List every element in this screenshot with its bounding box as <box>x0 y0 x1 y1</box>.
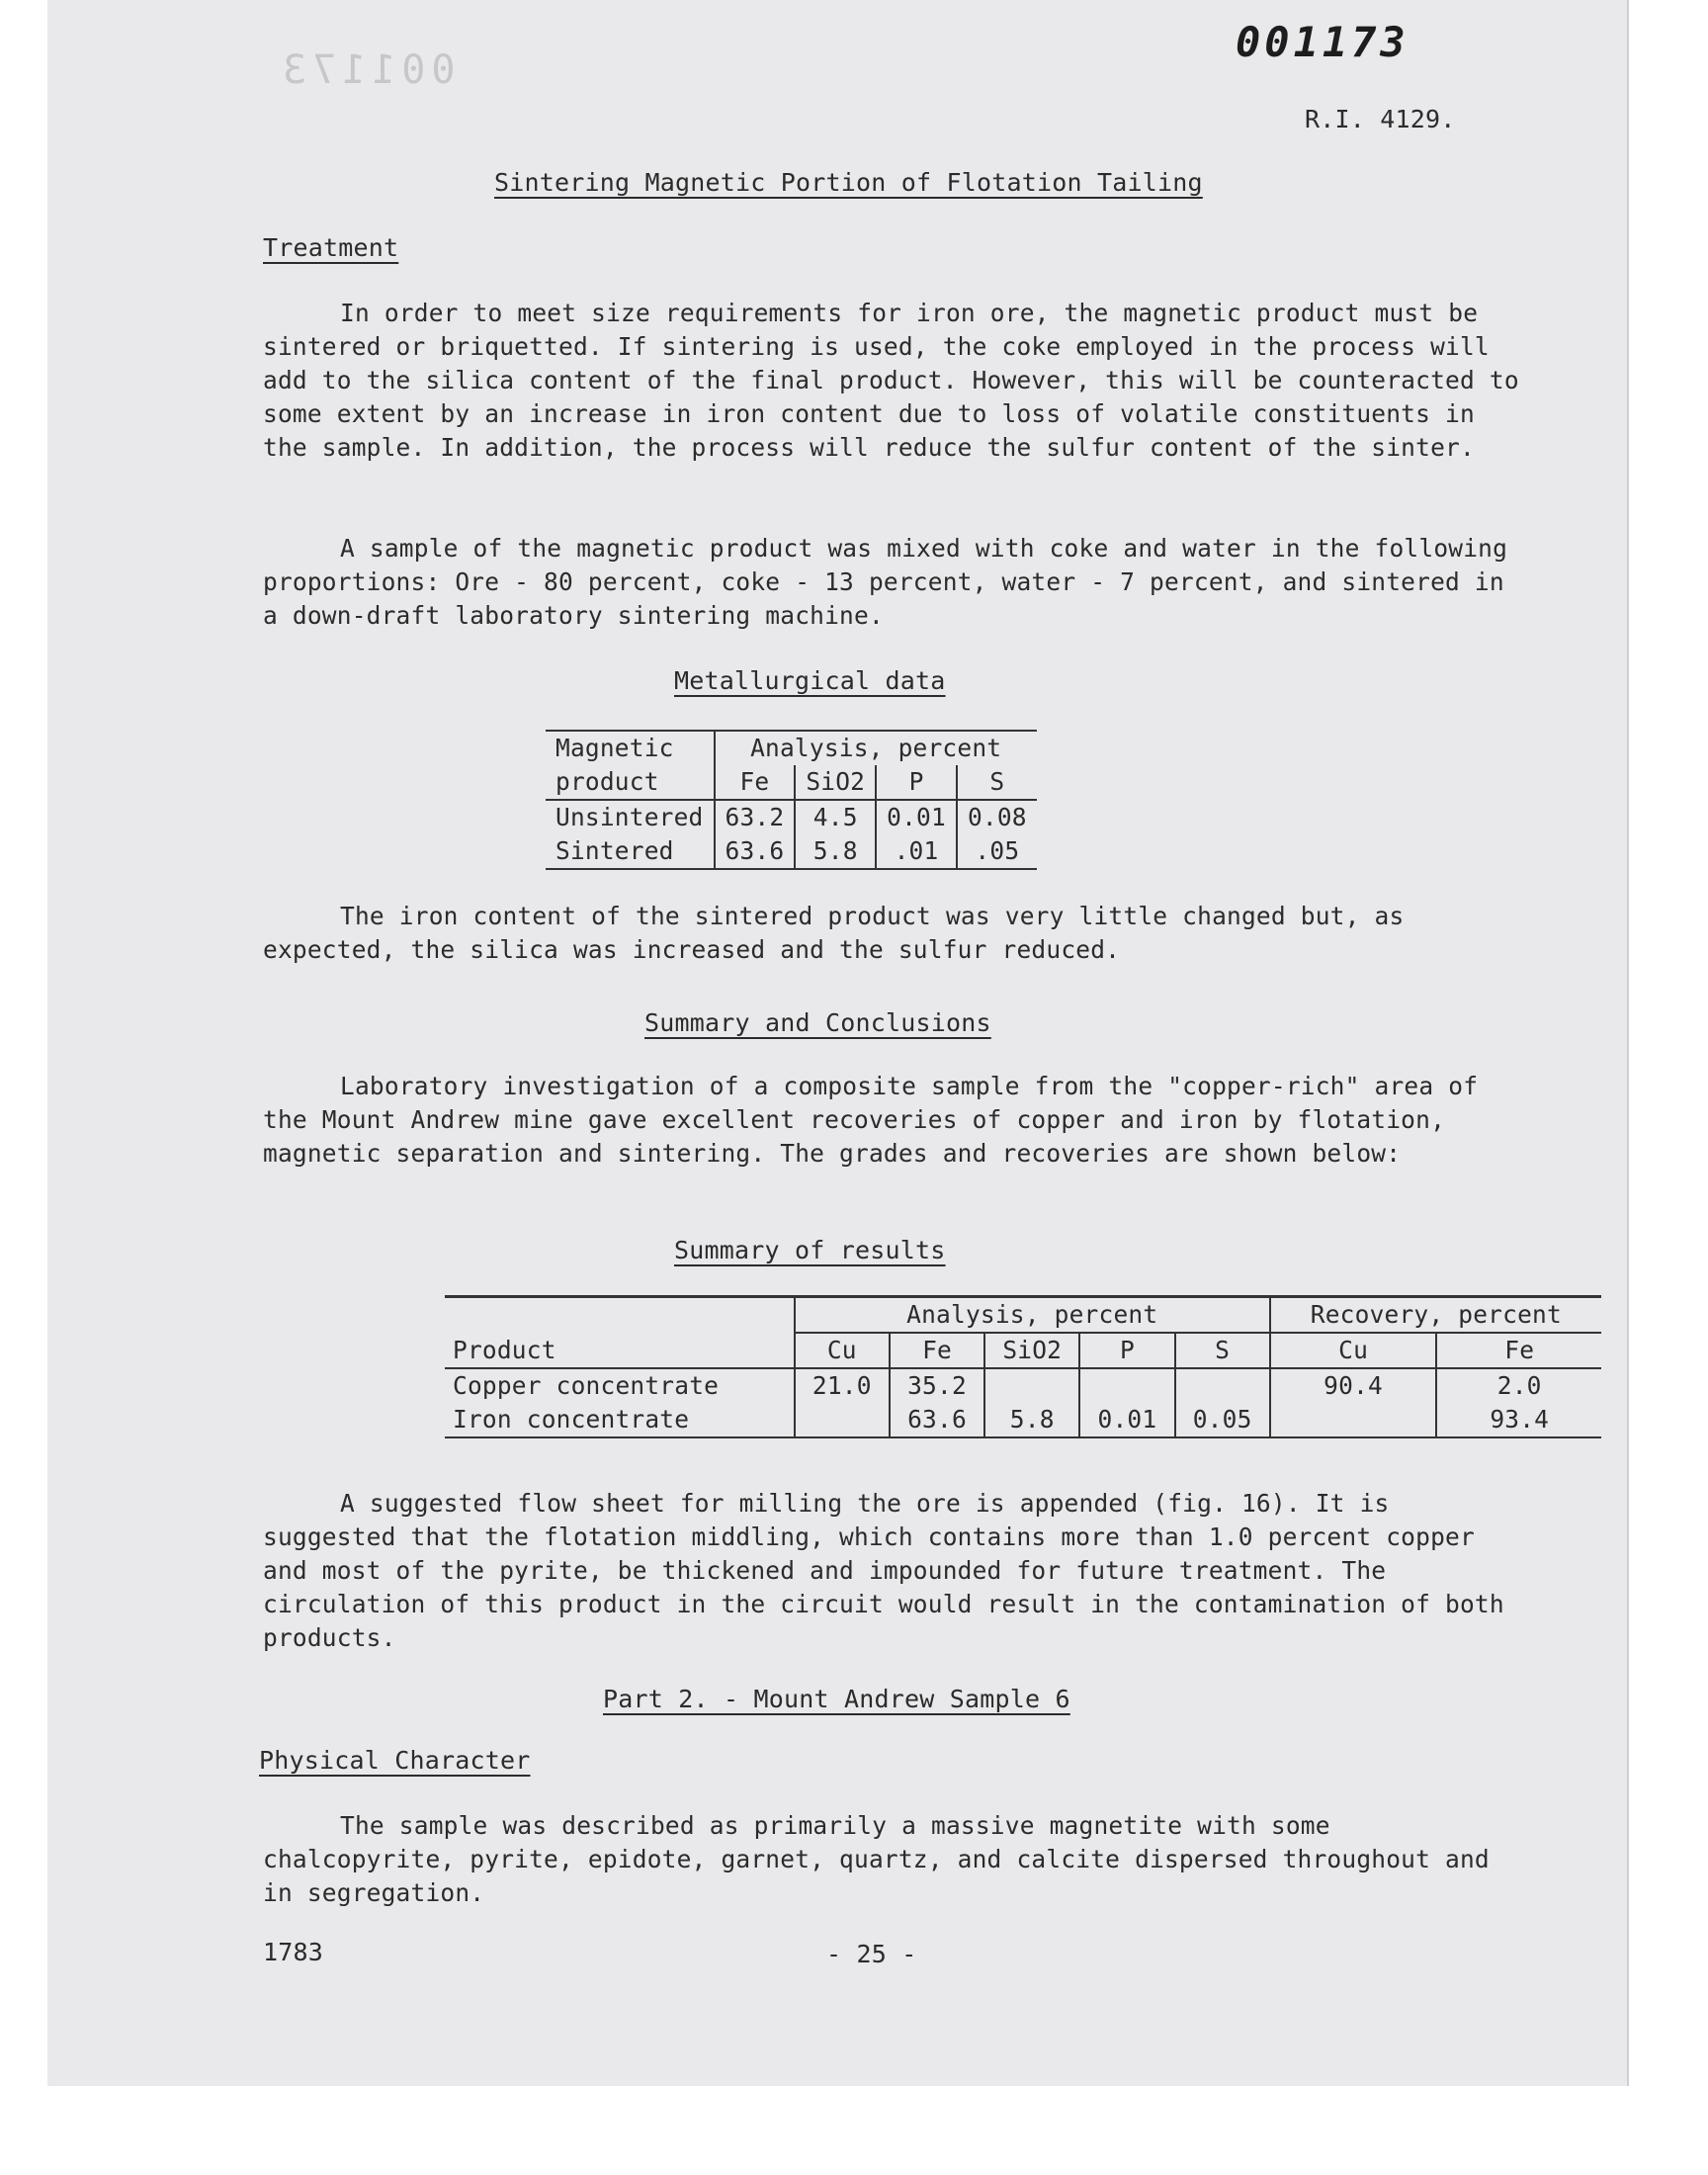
column-header-sio2: SiO2 <box>795 765 876 800</box>
summary-paragraph: Laboratory investigation of a composite sample from the "copper-rich" area of the Mount Andrew mine gave excellent recoveries of copper and iron by flotation, magnetic separation and sintering. The grades and recoveries are shown below: <box>263 1072 1479 1168</box>
column-header-s: S <box>1175 1333 1270 1368</box>
report-id: R.I. 4129. <box>1305 105 1456 133</box>
table-cell: .01 <box>876 834 957 869</box>
metallurgical-data-table <box>546 730 1037 870</box>
table-cell <box>1270 1403 1437 1437</box>
flow-sheet-paragraph: A suggested flow sheet for milling the ore is appended (fig. 16). It is suggested that the flotation middling, which contains more than 1.0 percent copper and most of the pyrite, be thickened and impounded for future treatment. The circulation of this product in the circuit would result in the contamination of both products. <box>263 1489 1504 1652</box>
table-row <box>445 1368 1601 1403</box>
physical-character-heading: Physical Character <box>259 1746 531 1775</box>
table-row <box>445 1403 1601 1437</box>
row-label: Copper concentrate <box>445 1368 795 1403</box>
column-header-p: P <box>1079 1333 1174 1368</box>
column-header-product-2: product <box>546 765 715 800</box>
column-group-analysis: Analysis, percent <box>795 1297 1270 1334</box>
row-label: Iron concentrate <box>445 1403 795 1437</box>
column-header-product: Product <box>445 1297 795 1369</box>
treatment-paragraph-1: In order to meet size requirements for iron ore, the magnetic product must be sintered or briquetted. If sintering is used, the coke employed in the process will add to the silica content of the final product. However, this will be counteracted to some extent by an increase in iron content due to loss of volatile constituents in the sample. In addition, the process will reduce the sulfur content of the sinter. <box>263 299 1519 462</box>
part-2-heading: Part 2. - Mount Andrew Sample 6 <box>603 1685 1070 1713</box>
treatment-paragraph-2: A sample of the magnetic product was mixed with coke and water in the following proportions: Ore - 80 percent, coke - 13 percent, water - 7 percent, and sintered in a down-draft laboratory sintering machine. <box>263 534 1508 630</box>
table-cell: 5.8 <box>795 834 876 869</box>
bleed-through-stamp: 001173 <box>277 47 456 93</box>
table-cell: 35.2 <box>890 1368 984 1403</box>
column-header-fe: Fe <box>890 1333 984 1368</box>
table-cell: 0.08 <box>967 803 1027 831</box>
document-page <box>214 0 1562 2076</box>
column-group-recovery: Recovery, percent <box>1270 1297 1601 1334</box>
footer-number: 1783 <box>263 1938 324 1966</box>
table-cell: .05 <box>957 834 1037 869</box>
column-header-recovery-cu: Cu <box>1270 1333 1437 1368</box>
table-cell: 93.4 <box>1436 1403 1601 1437</box>
section-title: Sintering Magnetic Portion of Flotation Tailing <box>494 168 1203 197</box>
table-cell: 0.05 <box>1175 1403 1270 1437</box>
column-header-s: S <box>957 765 1037 800</box>
table-row <box>546 834 1037 869</box>
results-table-caption: Summary of results <box>674 1236 946 1264</box>
row-label: Sintered <box>546 834 715 869</box>
treatment-heading: Treatment <box>263 233 399 262</box>
table-cell <box>795 1403 890 1437</box>
table-cell: 21.0 <box>795 1368 890 1403</box>
column-header-sio2: SiO2 <box>984 1333 1079 1368</box>
summary-heading: Summary and Conclusions <box>644 1008 991 1037</box>
row-label: Unsintered <box>546 800 715 834</box>
page-number: - 25 - <box>826 1940 917 1968</box>
column-header-product: Magnetic <box>546 731 715 765</box>
table-cell <box>1079 1368 1174 1403</box>
column-header-p: P <box>876 765 957 800</box>
table-row <box>546 800 1037 834</box>
column-header-fe: Fe <box>715 765 796 800</box>
table-cell: 0.01 <box>876 800 957 834</box>
document-number-stamp: 001173 <box>1236 18 1409 66</box>
table-cell: 0.01 <box>1079 1403 1174 1437</box>
table-cell: 5.8 <box>984 1403 1079 1437</box>
physical-character-paragraph: The sample was described as primarily a massive magnetite with some chalcopyrite, pyrite, epidote, garnet, quartz, and calcite dispersed throughout and in segregation. <box>263 1811 1490 1907</box>
table-cell <box>984 1368 1079 1403</box>
table-cell: 63.6 <box>715 834 796 869</box>
table-cell: 63.2 <box>715 800 796 834</box>
document-sheet <box>47 0 1627 2086</box>
paragraph-after-table: The iron content of the sintered product was very little changed but, as expected, the silica was increased and the sulfur reduced. <box>263 902 1405 964</box>
table-cell: 2.0 <box>1496 1371 1542 1400</box>
column-header-cu: Cu <box>795 1333 890 1368</box>
table-cell: 63.6 <box>890 1403 984 1437</box>
table-cell <box>1175 1368 1270 1403</box>
table-cell: 90.4 <box>1270 1368 1437 1403</box>
summary-of-results-table <box>445 1295 1601 1438</box>
metallurgical-data-caption: Metallurgical data <box>674 666 946 695</box>
column-group-analysis: Analysis, percent <box>715 731 1037 765</box>
table-cell: 4.5 <box>795 800 876 834</box>
column-header-recovery-fe: Fe <box>1436 1333 1601 1368</box>
